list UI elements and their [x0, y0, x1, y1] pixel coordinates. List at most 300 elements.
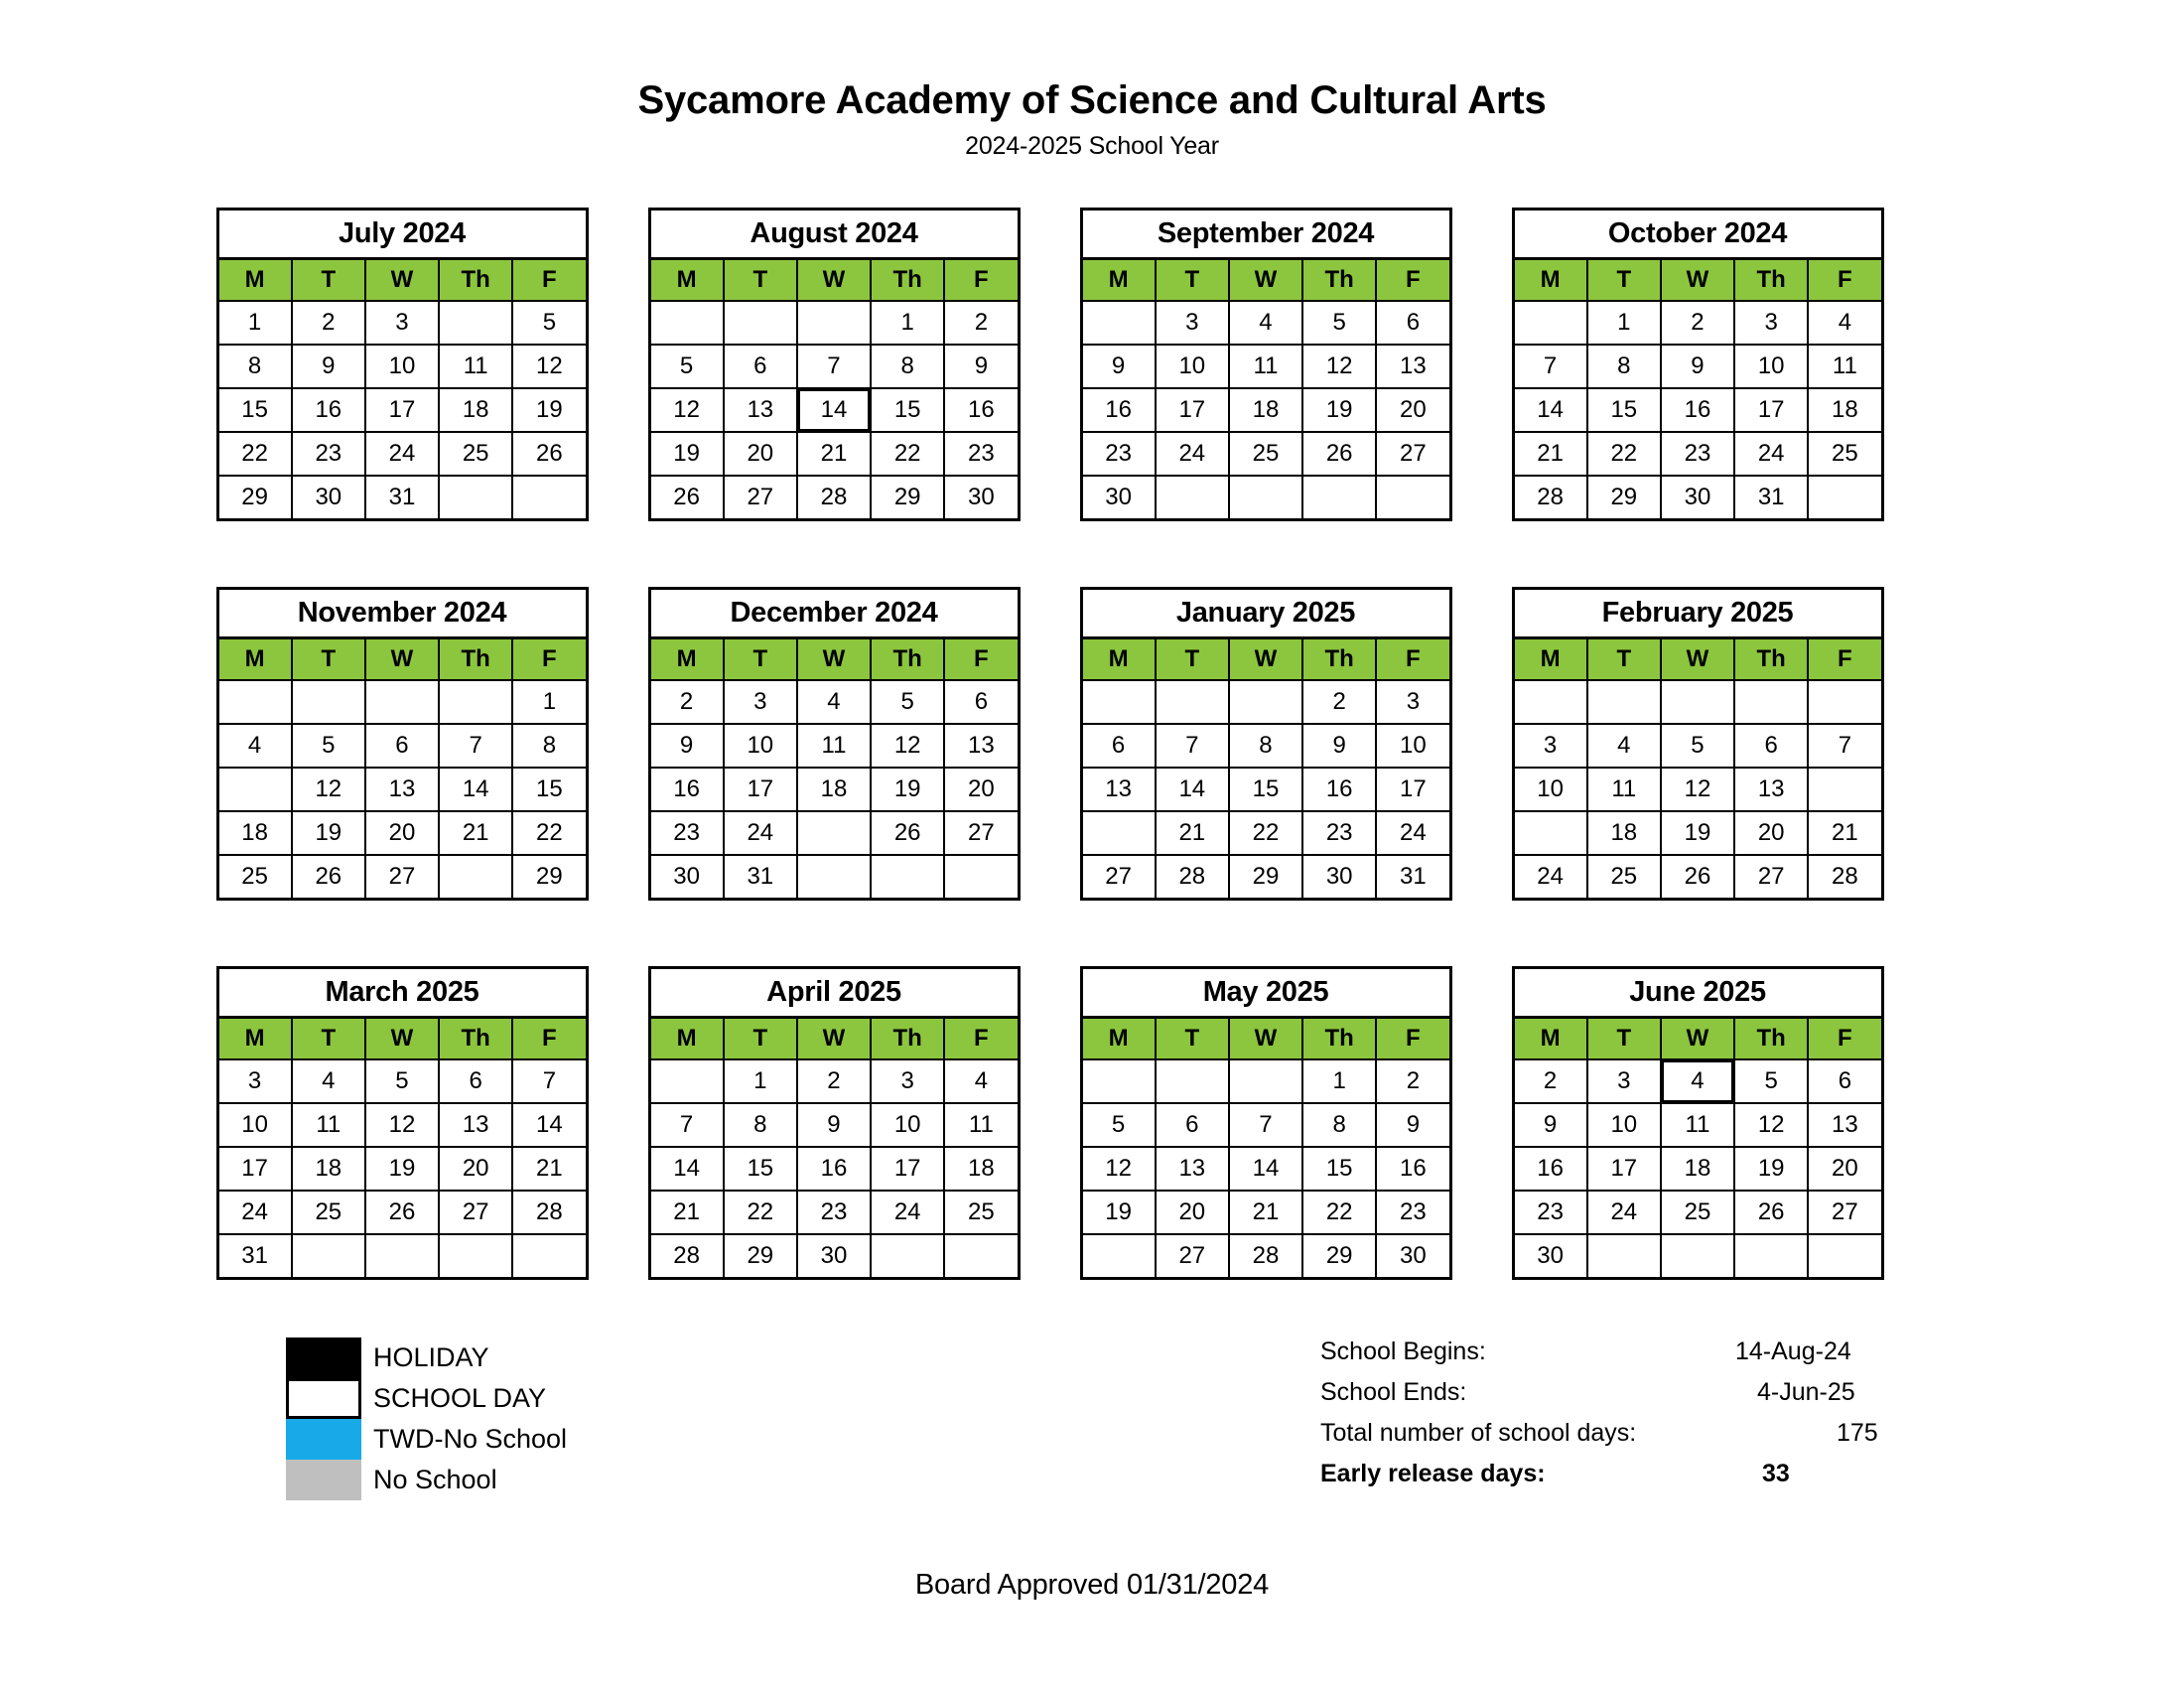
day-cell[interactable]: 17	[871, 1147, 944, 1191]
day-cell[interactable]: 15	[871, 388, 944, 432]
day-cell[interactable]: 11	[292, 1103, 365, 1147]
day-cell[interactable]: 27	[1734, 855, 1808, 898]
weekday-header-row	[1515, 1019, 1881, 1059]
day-cell[interactable]: 4	[439, 301, 512, 345]
weekday-header-cell: M	[651, 1019, 724, 1059]
board-approved-note: Board Approved 01/31/2024	[914, 1569, 1270, 1601]
week-row	[219, 1103, 586, 1147]
day-cell[interactable]: 26	[1734, 1191, 1808, 1234]
day-cell[interactable]: 12	[871, 724, 944, 768]
day-cell[interactable]: 10	[1734, 345, 1808, 388]
day-cell[interactable]: 4	[292, 1059, 365, 1103]
day-cell[interactable]: 10	[219, 1103, 292, 1147]
day-cell[interactable]: 25	[439, 432, 512, 476]
day-cell[interactable]: 1	[871, 301, 944, 345]
day-cell-empty	[439, 680, 512, 724]
weekday-header-cell: W	[1661, 260, 1734, 301]
day-cell[interactable]: 13	[1156, 1147, 1229, 1191]
day-cell[interactable]: 17	[1515, 811, 1587, 855]
day-cell[interactable]: 24	[724, 811, 797, 855]
day-cell[interactable]: 20	[1083, 811, 1156, 855]
week-row	[1083, 680, 1449, 724]
weekday-header-cell: W	[1229, 1019, 1302, 1059]
day-cell[interactable]: 6	[1083, 724, 1156, 768]
day-cell[interactable]: 12	[1734, 1103, 1808, 1147]
day-cell[interactable]: 8	[1229, 724, 1302, 768]
day-cell[interactable]: 20	[1734, 811, 1808, 855]
day-cell[interactable]: 6	[1808, 1059, 1880, 1103]
day-cell[interactable]: 5	[1302, 301, 1376, 345]
day-cell[interactable]: 12	[651, 388, 724, 432]
day-cell[interactable]: 10	[1587, 1103, 1661, 1147]
day-cell[interactable]: 10	[1515, 768, 1587, 811]
day-cell[interactable]: 14	[1808, 768, 1880, 811]
day-cell[interactable]: 20	[944, 768, 1017, 811]
day-cell[interactable]: 29	[219, 476, 292, 518]
legend	[286, 1337, 567, 1500]
day-cell[interactable]: 17	[724, 768, 797, 811]
day-cell[interactable]: 21	[1156, 811, 1229, 855]
day-cell[interactable]: 22	[1302, 1191, 1376, 1234]
day-cell[interactable]: 18	[797, 768, 871, 811]
day-cell[interactable]: 14	[512, 1103, 585, 1147]
day-cell[interactable]: 30	[1376, 1234, 1448, 1277]
weekday-header-cell: F	[512, 639, 585, 680]
day-cell[interactable]: 7	[439, 724, 512, 768]
day-cell[interactable]: 13	[1734, 768, 1808, 811]
day-cell[interactable]: 5	[512, 301, 585, 345]
day-cell[interactable]: 9	[1661, 345, 1734, 388]
day-cell[interactable]: 13	[439, 1103, 512, 1147]
day-cell[interactable]: 11	[219, 768, 292, 811]
day-cell[interactable]: 21	[439, 811, 512, 855]
day-cell[interactable]: 14	[439, 768, 512, 811]
day-cell[interactable]: 29	[1587, 476, 1661, 518]
day-cell[interactable]: 18	[1808, 388, 1880, 432]
day-cell[interactable]: 5	[292, 724, 365, 768]
week-row	[219, 724, 586, 768]
day-cell[interactable]: 11	[439, 345, 512, 388]
day-cell[interactable]: 28	[651, 1234, 724, 1277]
day-cell[interactable]: 31	[724, 855, 797, 898]
day-cell[interactable]: 23	[797, 1191, 871, 1234]
day-cell[interactable]: 5	[1734, 1059, 1808, 1103]
day-cell[interactable]: 23	[944, 432, 1017, 476]
day-cell[interactable]: 7	[797, 345, 871, 388]
day-cell[interactable]: 3	[1376, 680, 1448, 724]
weekday-header-cell: M	[1083, 1019, 1156, 1059]
day-cell[interactable]: 27	[439, 1191, 512, 1234]
day-cell[interactable]: 19	[365, 1147, 439, 1191]
day-cell[interactable]: 19	[292, 811, 365, 855]
day-cell[interactable]: 6	[1376, 301, 1448, 345]
day-cell[interactable]: 17	[1376, 768, 1448, 811]
week-row	[1515, 680, 1881, 724]
day-cell[interactable]: 8	[724, 1103, 797, 1147]
day-cell[interactable]: 11	[1661, 1103, 1734, 1147]
day-cell[interactable]: 15	[724, 1147, 797, 1191]
day-cell[interactable]: 20	[365, 811, 439, 855]
day-cell[interactable]: 16	[1302, 768, 1376, 811]
day-cell[interactable]: 28	[797, 476, 871, 518]
day-cell[interactable]: 19	[1661, 811, 1734, 855]
day-cell[interactable]: 25	[1229, 432, 1302, 476]
day-cell[interactable]: 15	[1587, 388, 1661, 432]
weekday-header-cell: Th	[871, 1019, 944, 1059]
day-cell[interactable]: 6	[439, 1059, 512, 1103]
day-cell[interactable]: 28	[439, 855, 512, 898]
day-cell[interactable]: 31	[1376, 855, 1448, 898]
day-cell[interactable]: 10	[1376, 724, 1448, 768]
day-cell[interactable]: 27	[1808, 1191, 1880, 1234]
day-cell[interactable]: 13	[1376, 345, 1448, 388]
day-cell[interactable]: 24	[1376, 811, 1448, 855]
day-cell[interactable]: 16	[797, 1147, 871, 1191]
day-cell[interactable]: 29	[512, 855, 585, 898]
day-cell[interactable]: 24	[1734, 432, 1808, 476]
day-cell[interactable]: 3	[365, 301, 439, 345]
day-cell[interactable]: 4	[1587, 724, 1661, 768]
day-cell[interactable]: 3	[1156, 301, 1229, 345]
day-cell[interactable]: 18	[1229, 388, 1302, 432]
day-cell[interactable]: 9	[1083, 345, 1156, 388]
day-cell[interactable]: 24	[1156, 432, 1229, 476]
day-cell[interactable]: 18	[944, 1147, 1017, 1191]
day-cell[interactable]: 4	[797, 680, 871, 724]
day-cell[interactable]: 1	[512, 680, 585, 724]
day-cell[interactable]: 29	[724, 1234, 797, 1277]
day-cell[interactable]: 1	[1302, 1059, 1376, 1103]
day-cell[interactable]: 23	[1376, 1191, 1448, 1234]
day-cell[interactable]: 18	[439, 388, 512, 432]
day-cell[interactable]: 5	[1083, 1103, 1156, 1147]
day-cell[interactable]: 1	[1229, 680, 1302, 724]
day-cell[interactable]: 31	[1734, 476, 1808, 518]
day-cell[interactable]: 24	[365, 432, 439, 476]
day-cell[interactable]: 7	[1515, 345, 1587, 388]
week-row	[1515, 1059, 1881, 1103]
day-cell[interactable]: 27	[1156, 1234, 1229, 1277]
day-cell[interactable]: 30	[651, 855, 724, 898]
weekday-header-cell: T	[1587, 260, 1661, 301]
day-cell-empty	[1661, 680, 1734, 724]
day-cell[interactable]: 16	[1083, 388, 1156, 432]
day-cell[interactable]: 26	[1661, 855, 1734, 898]
weekday-header-row	[219, 260, 586, 301]
day-cell[interactable]: 9	[292, 345, 365, 388]
day-cell[interactable]: 21	[1515, 432, 1587, 476]
day-cell[interactable]: 27	[1083, 855, 1156, 898]
day-cell[interactable]: 30	[1661, 476, 1734, 518]
weekday-header-cell: Th	[1734, 260, 1808, 301]
day-cell[interactable]: 6	[944, 680, 1017, 724]
info-label: School Begins:	[1320, 1337, 1486, 1365]
day-cell[interactable]: 25	[797, 811, 871, 855]
day-cell[interactable]: 8	[871, 345, 944, 388]
day-cell[interactable]: 22	[724, 1191, 797, 1234]
day-cell[interactable]: 19	[871, 768, 944, 811]
day-cell[interactable]: 25	[1587, 855, 1661, 898]
day-cell[interactable]: 10	[724, 724, 797, 768]
day-cell-empty	[1515, 301, 1587, 345]
day-cell[interactable]: 22	[1587, 432, 1661, 476]
day-cell[interactable]: 11	[797, 724, 871, 768]
day-cell[interactable]: 21	[651, 1191, 724, 1234]
day-cell[interactable]: 14	[1229, 1147, 1302, 1191]
day-cell[interactable]: 19	[512, 388, 585, 432]
day-cell[interactable]: 30	[944, 476, 1017, 518]
day-cell[interactable]: 14	[651, 1147, 724, 1191]
day-cell[interactable]: 8	[1587, 345, 1661, 388]
day-cell[interactable]: 26	[1302, 432, 1376, 476]
day-cell[interactable]: 5	[871, 680, 944, 724]
day-cell[interactable]: 11	[1587, 768, 1661, 811]
day-cell[interactable]: 20	[1808, 1147, 1880, 1191]
day-cell[interactable]: 19	[651, 432, 724, 476]
day-cell[interactable]: 21	[797, 432, 871, 476]
day-cell[interactable]: 6	[365, 724, 439, 768]
day-cell[interactable]: 3	[1734, 301, 1808, 345]
day-cell[interactable]: 28	[1515, 476, 1587, 518]
day-cell[interactable]: 28	[1156, 855, 1229, 898]
day-cell[interactable]: 17	[365, 388, 439, 432]
day-cell[interactable]: 2	[1661, 301, 1734, 345]
day-cell[interactable]: 26	[292, 855, 365, 898]
day-cell[interactable]: 22	[1229, 811, 1302, 855]
day-cell[interactable]: 16	[944, 388, 1017, 432]
day-cell[interactable]: 14	[1156, 768, 1229, 811]
day-cell[interactable]: 4	[944, 1059, 1017, 1103]
day-cell[interactable]: 10	[871, 1103, 944, 1147]
month-block	[1512, 966, 1884, 1280]
day-cell[interactable]: 9	[1302, 724, 1376, 768]
day-cell[interactable]: 29	[1302, 1234, 1376, 1277]
day-cell[interactable]: 30	[292, 476, 365, 518]
day-cell[interactable]: 3	[219, 1059, 292, 1103]
month-block	[216, 587, 589, 901]
day-cell[interactable]: 25	[944, 1191, 1017, 1234]
day-cell[interactable]: 9	[944, 345, 1017, 388]
day-cell[interactable]: 20	[1156, 1191, 1229, 1234]
day-cell[interactable]: 2	[292, 301, 365, 345]
day-cell[interactable]: 19	[1083, 1191, 1156, 1234]
day-cell[interactable]: 3	[1587, 1059, 1661, 1103]
day-cell[interactable]: 12	[1083, 1147, 1156, 1191]
day-cell[interactable]: 27	[724, 476, 797, 518]
day-cell[interactable]: 27	[944, 811, 1017, 855]
day-cell[interactable]: 7	[512, 1059, 585, 1103]
day-cell[interactable]: 30	[1302, 855, 1376, 898]
day-cell[interactable]: 9	[797, 1103, 871, 1147]
day-cell[interactable]: 2	[651, 680, 724, 724]
day-cell[interactable]: 1	[724, 1059, 797, 1103]
day-cell[interactable]: 9	[1515, 1103, 1587, 1147]
day-cell[interactable]: 10	[365, 345, 439, 388]
weekday-header-row	[1083, 260, 1449, 301]
weekday-header-cell: M	[1083, 639, 1156, 680]
day-cell[interactable]: 26	[1083, 1234, 1156, 1277]
day-cell[interactable]: 24	[871, 1191, 944, 1234]
day-cell[interactable]: 29	[1229, 855, 1302, 898]
day-cell[interactable]: 1	[219, 301, 292, 345]
month-title: June 2025	[1515, 969, 1881, 1019]
day-cell[interactable]: 13	[944, 724, 1017, 768]
day-cell[interactable]: 24	[1587, 1191, 1661, 1234]
day-cell[interactable]: 2	[797, 1059, 871, 1103]
day-cell[interactable]: 16	[292, 388, 365, 432]
day-cell[interactable]: 2	[1302, 680, 1376, 724]
day-cell[interactable]: 23	[651, 811, 724, 855]
day-cell[interactable]: 21	[1229, 1191, 1302, 1234]
day-cell[interactable]: 12	[365, 1103, 439, 1147]
weekday-header-cell: M	[1515, 639, 1587, 680]
day-cell[interactable]: 9	[1376, 1103, 1448, 1147]
day-cell[interactable]: 24	[1515, 855, 1587, 898]
day-cell[interactable]: 23	[1661, 432, 1734, 476]
day-cell[interactable]: 4	[1661, 1059, 1734, 1103]
day-cell[interactable]: 2	[1515, 1059, 1587, 1103]
day-cell[interactable]: 25	[219, 855, 292, 898]
day-cell[interactable]: 26	[871, 811, 944, 855]
day-cell[interactable]: 22	[219, 432, 292, 476]
week-row	[1515, 768, 1881, 811]
day-cell[interactable]: 13	[1808, 1103, 1880, 1147]
day-cell[interactable]: 14	[1515, 388, 1587, 432]
day-cell[interactable]: 4	[219, 724, 292, 768]
day-cell[interactable]: 30	[1515, 1234, 1587, 1277]
day-cell[interactable]: 23	[1302, 811, 1376, 855]
day-cell[interactable]: 3	[1515, 724, 1587, 768]
day-cell[interactable]: 28	[1808, 855, 1880, 898]
legend-swatch-holiday	[286, 1337, 361, 1378]
day-cell[interactable]: 30	[1083, 476, 1156, 518]
day-cell[interactable]: 28	[1229, 1234, 1302, 1277]
day-cell[interactable]: 31	[365, 476, 439, 518]
day-cell[interactable]: 3	[724, 680, 797, 724]
day-cell[interactable]: 5	[1661, 724, 1734, 768]
day-cell[interactable]: 28	[512, 1191, 585, 1234]
day-cell[interactable]: 18	[1661, 1147, 1734, 1191]
day-cell[interactable]: 7	[1229, 1103, 1302, 1147]
day-cell[interactable]: 1	[1587, 301, 1661, 345]
day-cell[interactable]: 2	[1083, 301, 1156, 345]
day-cell[interactable]: 8	[1302, 1103, 1376, 1147]
day-cell[interactable]: 6	[724, 345, 797, 388]
day-cell[interactable]: 29	[871, 476, 944, 518]
day-cell[interactable]: 27	[365, 855, 439, 898]
day-cell-empty	[512, 476, 585, 518]
day-cell[interactable]: 17	[1156, 388, 1229, 432]
day-cell[interactable]: 14	[797, 388, 871, 432]
calendar-grid	[192, 208, 1993, 1280]
day-cell[interactable]: 4	[1229, 301, 1302, 345]
day-cell[interactable]: 25	[1808, 432, 1880, 476]
day-cell[interactable]: 22	[512, 811, 585, 855]
day-cell[interactable]: 27	[1376, 432, 1448, 476]
info-label: Early release days:	[1320, 1460, 1546, 1487]
day-cell[interactable]: 25	[292, 1191, 365, 1234]
legend-swatch-school	[286, 1378, 361, 1419]
day-cell[interactable]: 22	[871, 432, 944, 476]
day-cell[interactable]: 16	[1376, 1147, 1448, 1191]
legend-row	[286, 1419, 567, 1460]
day-cell[interactable]: 2	[944, 301, 1017, 345]
day-cell[interactable]: 17	[219, 1147, 292, 1191]
day-cell[interactable]: 4	[1808, 301, 1880, 345]
day-cell[interactable]: 12	[512, 345, 585, 388]
day-cell[interactable]: 24	[219, 1191, 292, 1234]
day-cell[interactable]: 2	[1376, 1059, 1448, 1103]
weekday-header-row	[1083, 639, 1449, 680]
day-cell[interactable]: 3	[871, 1059, 944, 1103]
day-cell[interactable]: 15	[512, 768, 585, 811]
day-cell[interactable]: 5	[651, 345, 724, 388]
day-cell[interactable]: 26	[512, 432, 585, 476]
day-cell[interactable]: 12	[292, 768, 365, 811]
day-cell[interactable]: 15	[1229, 768, 1302, 811]
day-cell[interactable]: 8	[512, 724, 585, 768]
day-cell[interactable]: 19	[1734, 1147, 1808, 1191]
day-cell[interactable]: 16	[1661, 388, 1734, 432]
day-cell[interactable]: 18	[1587, 811, 1661, 855]
day-cell[interactable]: 7	[1156, 724, 1229, 768]
day-cell[interactable]: 10	[1156, 345, 1229, 388]
day-cell[interactable]: 13	[365, 768, 439, 811]
day-cell[interactable]: 21	[1808, 811, 1880, 855]
day-cell[interactable]: 18	[292, 1147, 365, 1191]
day-cell[interactable]: 26	[365, 1191, 439, 1234]
day-cell[interactable]: 6	[1156, 1103, 1229, 1147]
day-cell[interactable]: 15	[219, 388, 292, 432]
day-cell[interactable]: 17	[1734, 388, 1808, 432]
day-cell[interactable]: 23	[1515, 1191, 1587, 1234]
day-cell[interactable]: 15	[1302, 1147, 1376, 1191]
month-table	[1515, 260, 1881, 518]
day-cell[interactable]: 11	[1229, 345, 1302, 388]
day-cell[interactable]: 11	[944, 1103, 1017, 1147]
day-cell[interactable]: 25	[1661, 1191, 1734, 1234]
day-cell-empty	[651, 1059, 724, 1103]
day-cell[interactable]: 23	[292, 432, 365, 476]
day-cell[interactable]: 13	[1083, 768, 1156, 811]
day-cell[interactable]: 21	[512, 1147, 585, 1191]
day-cell[interactable]: 17	[1587, 1147, 1661, 1191]
day-cell[interactable]: 16	[1515, 1147, 1587, 1191]
day-cell[interactable]: 7	[651, 1103, 724, 1147]
day-cell[interactable]: 20	[724, 432, 797, 476]
month-block	[648, 587, 1021, 901]
day-cell[interactable]: 20	[1376, 388, 1448, 432]
day-cell[interactable]: 12	[1302, 345, 1376, 388]
day-cell[interactable]: 20	[439, 1147, 512, 1191]
day-cell[interactable]: 31	[219, 1234, 292, 1277]
day-cell[interactable]: 13	[724, 388, 797, 432]
day-cell[interactable]: 26	[651, 476, 724, 518]
day-cell[interactable]: 8	[219, 345, 292, 388]
day-cell[interactable]: 30	[797, 1234, 871, 1277]
month-table	[651, 260, 1018, 518]
day-cell[interactable]: 18	[219, 811, 292, 855]
day-cell[interactable]: 11	[1808, 345, 1880, 388]
day-cell[interactable]: 23	[1083, 432, 1156, 476]
day-cell[interactable]: 6	[1734, 724, 1808, 768]
day-cell[interactable]: 9	[651, 724, 724, 768]
day-cell[interactable]: 19	[1302, 388, 1376, 432]
day-cell[interactable]: 5	[365, 1059, 439, 1103]
day-cell[interactable]: 7	[1808, 724, 1880, 768]
day-cell[interactable]: 16	[651, 768, 724, 811]
day-cell[interactable]: 12	[1661, 768, 1734, 811]
